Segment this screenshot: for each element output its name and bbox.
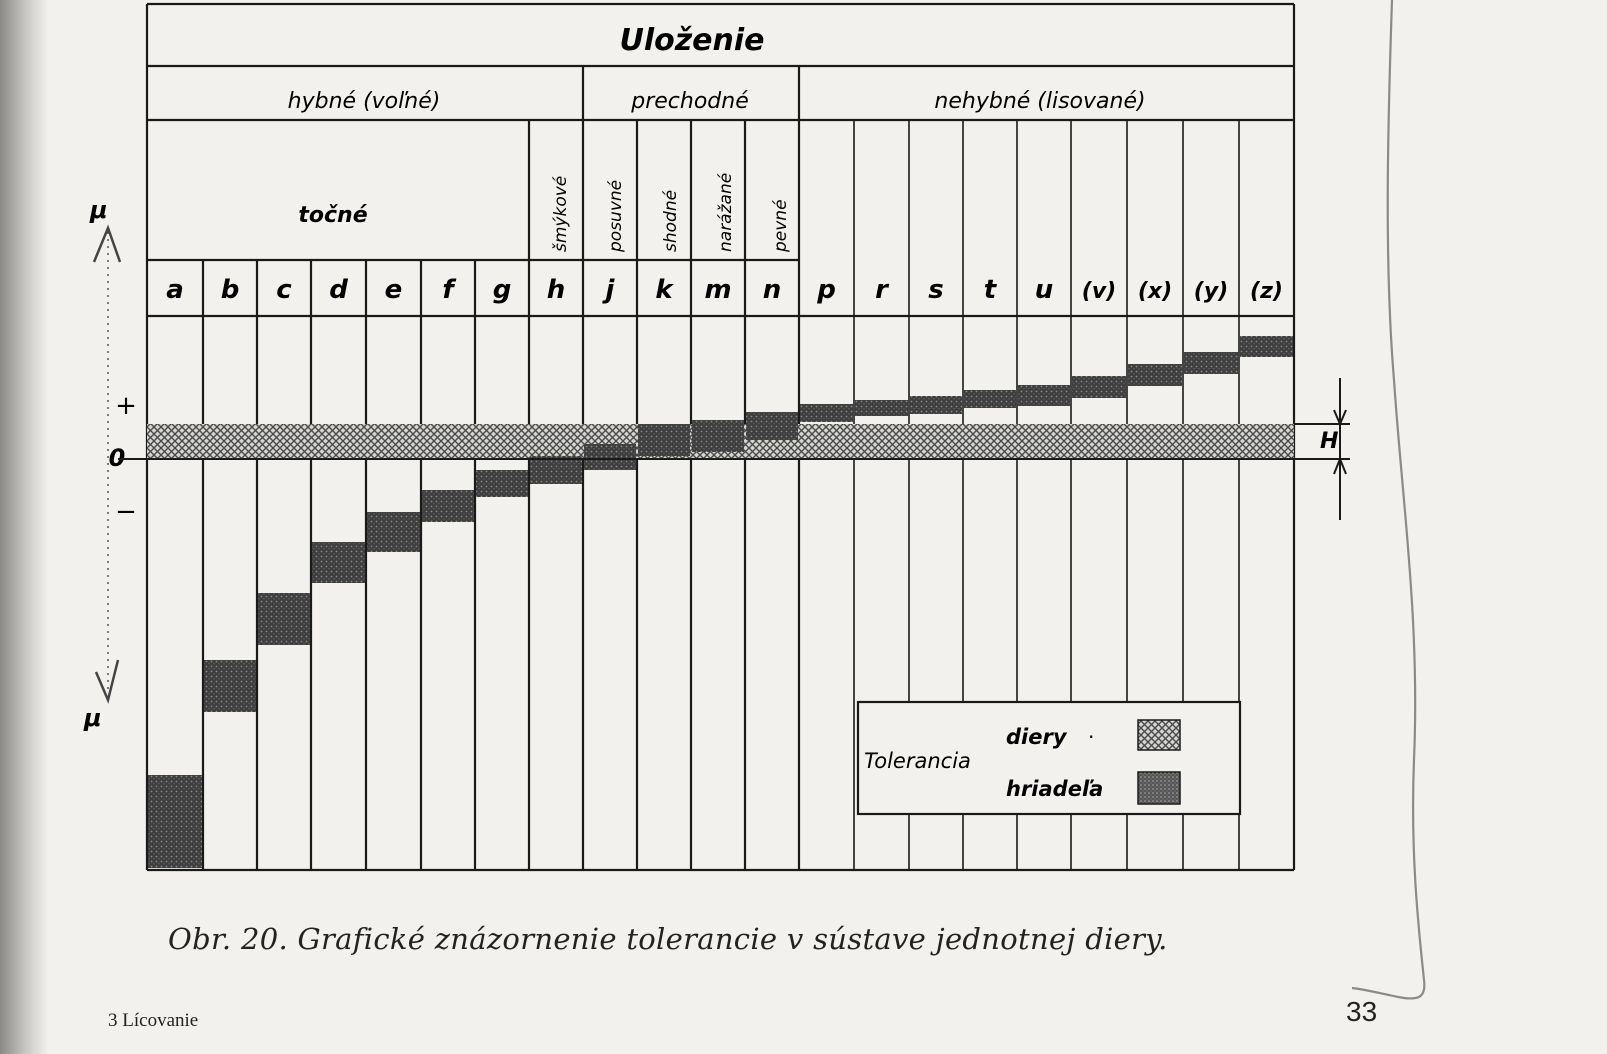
fit-letter-b: b bbox=[220, 275, 240, 305]
fit-letter-j: j bbox=[605, 275, 615, 305]
fit-letter-h: h bbox=[546, 275, 566, 305]
footer-chapter-label: 3 Lícovanie bbox=[108, 1010, 199, 1031]
fit-letter-g: g bbox=[492, 275, 512, 305]
fit-letter-e: e bbox=[384, 275, 403, 305]
fit-letter-d: d bbox=[329, 275, 348, 305]
subgroup-label-wringing: narážané bbox=[716, 172, 736, 252]
table-title: Uloženie bbox=[619, 23, 765, 58]
subgroup-label-matching: shodné bbox=[661, 189, 681, 252]
legend-title: Tolerancia bbox=[864, 749, 971, 773]
fit-letter-m: m bbox=[704, 275, 732, 305]
fit-letter-a: a bbox=[166, 275, 184, 305]
legend-hole-label: diery bbox=[1006, 725, 1067, 749]
fit-letter-f: f bbox=[442, 275, 454, 305]
axis-unit-top: μ bbox=[90, 196, 108, 224]
axis-unit-bottom: μ bbox=[84, 704, 102, 732]
figure-caption: Obr. 20. Grafické znázornenie tolerancie v sústave jednotnej diery. bbox=[168, 922, 1168, 956]
fit-letter-x: (x) bbox=[1137, 279, 1173, 304]
fit-letter-c: c bbox=[276, 275, 292, 305]
group-label-transition: prechodné bbox=[631, 89, 749, 114]
hole-tolerance-label: H bbox=[1320, 429, 1339, 454]
axis-minus-sign: − bbox=[115, 497, 137, 527]
subgroup-label-rotating: točné bbox=[298, 203, 368, 228]
subgroup-label-firm: pevné bbox=[771, 199, 791, 252]
fit-letter-n: n bbox=[762, 275, 782, 305]
fit-letter-v: (v) bbox=[1081, 279, 1117, 304]
fit-letter-t: t bbox=[983, 275, 997, 305]
legend-shaft-label: hriadeľa bbox=[1006, 777, 1104, 801]
group-label-fixed: nehybné (lisované) bbox=[934, 89, 1146, 114]
fit-letter-r: r bbox=[875, 275, 888, 305]
axis-zero-label: 0 bbox=[108, 444, 126, 472]
group-label-movable: hybné (voľné) bbox=[287, 89, 441, 114]
legend-dot: · bbox=[1088, 725, 1095, 749]
axis-plus-sign: + bbox=[115, 391, 137, 421]
fit-letter-u: u bbox=[1034, 275, 1054, 305]
fit-letter-k: k bbox=[655, 275, 673, 305]
fit-letter-s: s bbox=[928, 275, 944, 305]
fit-letter-y: (y) bbox=[1193, 279, 1229, 304]
page-number: 33 bbox=[1346, 996, 1378, 1027]
subgroup-label-sliding: šmýkové bbox=[551, 175, 571, 252]
fit-letter-z: (z) bbox=[1250, 279, 1283, 304]
fit-letter-p: p bbox=[817, 275, 836, 305]
subgroup-label-sliding-fit: posuvné bbox=[606, 179, 626, 252]
